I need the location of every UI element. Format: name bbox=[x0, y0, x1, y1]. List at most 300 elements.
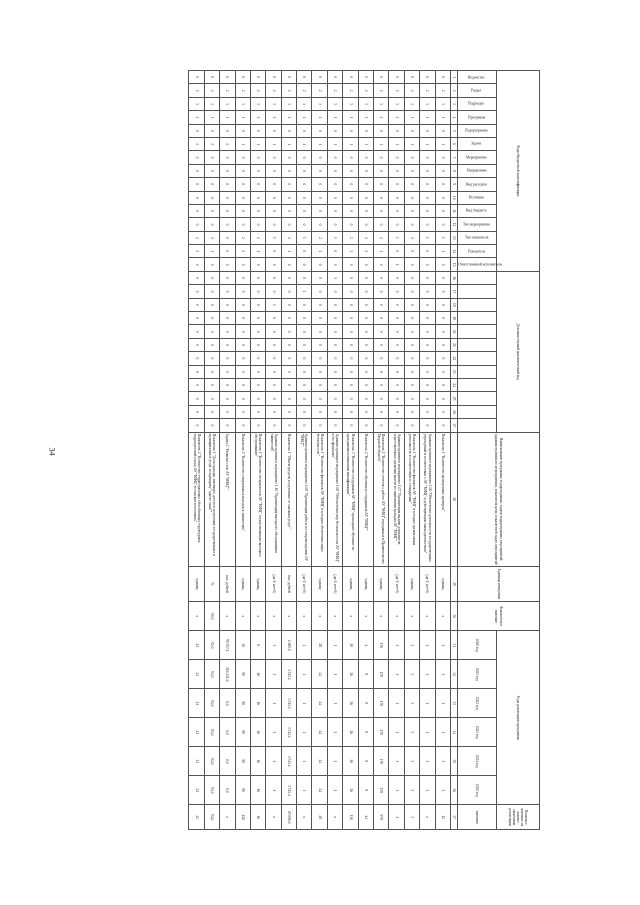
code-cell: 0 bbox=[220, 204, 235, 217]
code-cell: 0 bbox=[404, 338, 419, 351]
code-cell: 0 bbox=[389, 325, 404, 338]
code-cell: 1 bbox=[327, 271, 342, 284]
header-years-group: Годы реализации программы bbox=[497, 631, 540, 805]
header-code-col bbox=[458, 285, 497, 298]
row-year-value: 94,0 bbox=[204, 776, 219, 805]
row-year-value: 26 bbox=[343, 776, 358, 805]
code-cell: 0 bbox=[204, 285, 219, 298]
row-year-value: 8 bbox=[358, 747, 373, 776]
code-cell: 2 bbox=[189, 245, 204, 258]
row-actual: 90,0 bbox=[204, 602, 219, 631]
row-year-value: 94,0 bbox=[204, 689, 219, 718]
code-cell: 0 bbox=[358, 325, 373, 338]
column-number: 21 bbox=[451, 338, 458, 351]
column-number: 20 bbox=[451, 325, 458, 338]
row-year-value: 1 bbox=[327, 776, 342, 805]
code-cell: 0 bbox=[235, 151, 250, 164]
code-cell: 0 bbox=[281, 124, 296, 137]
code-cell: 0 bbox=[404, 365, 419, 378]
code-cell: 0 bbox=[297, 298, 312, 311]
code-cell: 0 bbox=[266, 191, 281, 204]
code-cell: 3 bbox=[358, 97, 373, 110]
code-cell: 3 bbox=[420, 97, 435, 110]
row-year-value: 1 bbox=[327, 631, 342, 660]
header-code-col: Ведомство bbox=[458, 71, 497, 84]
code-cell: 1 bbox=[374, 245, 389, 258]
row-year-value: 80 bbox=[235, 718, 250, 747]
table-row bbox=[312, 71, 327, 830]
code-cell: 0 bbox=[327, 419, 342, 432]
code-cell: 0 bbox=[358, 405, 373, 418]
row-year-value: 99 357,1 bbox=[220, 631, 235, 660]
code-cell: 0 bbox=[358, 191, 373, 204]
code-cell: 0 bbox=[235, 71, 250, 84]
code-cell: 2 bbox=[204, 137, 219, 150]
code-cell: 0 bbox=[281, 164, 296, 177]
code-cell: 0 bbox=[343, 312, 358, 325]
row-year-value: 1 bbox=[435, 631, 450, 660]
code-cell: 3 bbox=[204, 97, 219, 110]
code-cell: 2 bbox=[404, 231, 419, 244]
row-final: 1 bbox=[389, 805, 404, 830]
code-cell: 1 bbox=[420, 111, 435, 124]
code-cell: 0 bbox=[389, 365, 404, 378]
code-cell: 0 bbox=[297, 365, 312, 378]
table-header bbox=[451, 71, 540, 830]
code-cell: 0 bbox=[389, 124, 404, 137]
code-cell: 1 bbox=[204, 111, 219, 124]
row-actual: х bbox=[374, 602, 389, 631]
column-number: 28 bbox=[451, 432, 458, 566]
code-cell: 1 bbox=[266, 137, 281, 150]
code-cell: 0 bbox=[404, 258, 419, 271]
code-cell: 0 bbox=[404, 178, 419, 191]
row-year-value: 1 bbox=[435, 660, 450, 689]
code-cell: 0 bbox=[374, 271, 389, 284]
code-cell: 0 bbox=[327, 218, 342, 231]
row-final: 48 bbox=[312, 805, 327, 830]
code-cell: 0 bbox=[204, 298, 219, 311]
code-cell: 0 bbox=[266, 392, 281, 405]
code-cell: 0 bbox=[374, 379, 389, 392]
header-code-col: Ответственный исполнитель bbox=[458, 258, 497, 271]
code-cell: 0 bbox=[235, 325, 250, 338]
code-cell: 0 bbox=[220, 191, 235, 204]
code-cell: 0 bbox=[266, 419, 281, 432]
code-cell: 1 bbox=[389, 258, 404, 271]
code-cell: 0 bbox=[374, 365, 389, 378]
code-cell: 1 bbox=[281, 111, 296, 124]
code-cell: 0 bbox=[250, 419, 265, 432]
row-year-value: 94,0 bbox=[204, 660, 219, 689]
code-cell: 0 bbox=[250, 392, 265, 405]
row-year-value: 1 bbox=[327, 689, 342, 718]
row-name: Показатель 2 "Количество обученных сотрудников АУ "МФЦ"" bbox=[358, 432, 373, 566]
code-cell: 0 bbox=[297, 204, 312, 217]
code-cell: 0 bbox=[343, 405, 358, 418]
code-cell: 0 bbox=[312, 258, 327, 271]
code-cell: 0 bbox=[343, 352, 358, 365]
code-cell: 0 bbox=[250, 285, 265, 298]
row-final: 3 bbox=[404, 805, 419, 830]
code-cell: 0 bbox=[327, 258, 342, 271]
code-cell: 0 bbox=[312, 218, 327, 231]
code-cell: 1 bbox=[420, 137, 435, 150]
row-unit: тыс. рублей bbox=[281, 566, 296, 602]
code-cell: 0 bbox=[297, 312, 312, 325]
row-year-value: 1 bbox=[435, 776, 450, 805]
row-year-value: 178 bbox=[374, 660, 389, 689]
code-cell: 0 bbox=[312, 392, 327, 405]
code-cell: 0 bbox=[204, 204, 219, 217]
header-code-col bbox=[458, 298, 497, 311]
code-cell: 0 bbox=[281, 271, 296, 284]
table-row bbox=[297, 71, 312, 830]
code-cell: 0 bbox=[374, 392, 389, 405]
code-cell: 0 bbox=[266, 285, 281, 298]
row-year-value: 44 bbox=[312, 747, 327, 776]
column-number: 35 bbox=[451, 747, 458, 776]
code-cell: 2 bbox=[189, 84, 204, 97]
code-cell: 2 bbox=[250, 231, 265, 244]
code-cell: 0 bbox=[343, 271, 358, 284]
code-cell: 0 bbox=[420, 298, 435, 311]
row-year-value: 44 bbox=[312, 660, 327, 689]
table-row bbox=[374, 71, 389, 830]
code-cell: 0 bbox=[204, 365, 219, 378]
column-number: 36 bbox=[451, 776, 458, 805]
code-cell: 3 bbox=[374, 97, 389, 110]
row-year-value: 1 bbox=[266, 718, 281, 747]
code-cell: 0 bbox=[220, 178, 235, 191]
header-unit: Единица измерения bbox=[458, 566, 540, 602]
row-year-value: 26 bbox=[343, 660, 358, 689]
code-cell: 0 bbox=[374, 124, 389, 137]
code-cell: 0 bbox=[235, 392, 250, 405]
code-cell: 0 bbox=[312, 365, 327, 378]
code-cell: 0 bbox=[420, 312, 435, 325]
code-cell: 0 bbox=[343, 365, 358, 378]
column-number: 19 bbox=[451, 312, 458, 325]
code-cell: 0 bbox=[297, 258, 312, 271]
row-year-value: 3 bbox=[404, 660, 419, 689]
row-year-value: 94,0 bbox=[204, 718, 219, 747]
code-cell: 0 bbox=[220, 338, 235, 351]
code-cell: 1 bbox=[297, 231, 312, 244]
code-cell: 3 bbox=[220, 97, 235, 110]
code-cell: 0 bbox=[266, 338, 281, 351]
table-row bbox=[204, 71, 219, 830]
code-cell: 0 bbox=[343, 298, 358, 311]
code-cell: 0 bbox=[204, 271, 219, 284]
row-unit: (да-1/ нет-0) bbox=[420, 566, 435, 602]
code-cell: 0 bbox=[389, 178, 404, 191]
code-cell: 0 bbox=[281, 312, 296, 325]
row-year-value: 3 bbox=[404, 747, 419, 776]
code-cell: 0 bbox=[389, 271, 404, 284]
code-cell: 2 bbox=[220, 84, 235, 97]
column-number: 22 bbox=[451, 352, 458, 365]
column-number: 14 bbox=[451, 245, 458, 258]
code-cell: 2 bbox=[327, 84, 342, 97]
row-year-value: 1 bbox=[420, 718, 435, 747]
header-code-col: Подпрограмма bbox=[458, 124, 497, 137]
code-cell: 0 bbox=[389, 379, 404, 392]
code-cell: 0 bbox=[404, 405, 419, 418]
code-cell: 0 bbox=[220, 285, 235, 298]
code-cell: 0 bbox=[281, 379, 296, 392]
code-cell: 0 bbox=[404, 151, 419, 164]
code-cell: 0 bbox=[374, 352, 389, 365]
code-cell: 0 bbox=[250, 352, 265, 365]
row-year-value: 1 bbox=[389, 660, 404, 689]
header-code-col: Подраздел bbox=[458, 97, 497, 110]
row-year-value: 1 bbox=[266, 747, 281, 776]
code-cell: 0 bbox=[327, 204, 342, 217]
code-cell: 0 bbox=[204, 191, 219, 204]
row-unit: единиц bbox=[404, 566, 419, 602]
code-cell: 0 bbox=[220, 164, 235, 177]
header-extra-group: Дополнительный аналитический код bbox=[497, 271, 540, 432]
code-cell: 0 bbox=[404, 325, 419, 338]
row-name: Показатель 1 "Объем средств, полученных от оказания услуг" bbox=[281, 432, 296, 566]
code-cell: 2 bbox=[358, 84, 373, 97]
code-cell: 0 bbox=[420, 71, 435, 84]
code-cell: 0 bbox=[404, 71, 419, 84]
code-cell: 0 bbox=[250, 178, 265, 191]
column-number: 27 bbox=[451, 419, 458, 432]
row-year-value: 0,0 bbox=[220, 718, 235, 747]
code-cell: 0 bbox=[204, 405, 219, 418]
row-year-value: 0,0 bbox=[220, 689, 235, 718]
code-cell: 0 bbox=[404, 352, 419, 365]
code-cell: 0 bbox=[327, 245, 342, 258]
row-name: Административное мероприятие 1.09 "Организация работы по сопровождению АУ "МФЦ"" bbox=[297, 432, 312, 566]
code-cell: 1 bbox=[435, 245, 450, 258]
code-cell: 0 bbox=[389, 419, 404, 432]
row-year-value: 80 bbox=[235, 689, 250, 718]
code-cell: 0 bbox=[297, 325, 312, 338]
code-cell: 0 bbox=[281, 298, 296, 311]
code-cell: 0 bbox=[189, 365, 204, 378]
code-cell: 0 bbox=[389, 405, 404, 418]
row-final: х bbox=[420, 805, 435, 830]
code-cell: 0 bbox=[374, 298, 389, 311]
code-cell: 0 bbox=[220, 298, 235, 311]
code-cell: 0 bbox=[435, 151, 450, 164]
column-number: 4 bbox=[451, 111, 458, 124]
header-final: Плановое значение на момент окончания реализации bbox=[497, 805, 540, 830]
code-cell: 0 bbox=[312, 352, 327, 365]
row-year-value: 1 bbox=[420, 747, 435, 776]
code-cell: 0 bbox=[327, 191, 342, 204]
row-year-value: 80 bbox=[235, 660, 250, 689]
code-cell: 0 bbox=[220, 405, 235, 418]
row-year-value: 1 bbox=[297, 747, 312, 776]
header-code-col: Вид бюджета bbox=[458, 204, 497, 217]
code-cell: 0 bbox=[250, 164, 265, 177]
code-cell: 0 bbox=[235, 178, 250, 191]
row-unit: единиц bbox=[343, 566, 358, 602]
row-actual: х bbox=[297, 602, 312, 631]
code-cell: 0 bbox=[420, 204, 435, 217]
row-final: 41 bbox=[189, 805, 204, 830]
code-cell: 0 bbox=[404, 419, 419, 432]
code-cell: 0 bbox=[204, 218, 219, 231]
header-name: Наименование программы, подпрограммы, задачи подпрограммы, мероприятий (административного мероприятия), показателя цели, показателей задач, мероприятий bbox=[458, 432, 540, 566]
code-cell: 0 bbox=[343, 151, 358, 164]
row-name: Показатель 1 "Количество специалистов АУ "МФЦ" осуществляющих выездное обслуживание" bbox=[250, 432, 265, 566]
header-year: 2025 год bbox=[458, 776, 497, 805]
header-year: 2021 год bbox=[458, 660, 497, 689]
row-year-value: 44 bbox=[312, 718, 327, 747]
code-cell: 2 bbox=[389, 84, 404, 97]
code-cell: 0 bbox=[250, 204, 265, 217]
row-year-value: 41 bbox=[189, 689, 204, 718]
code-cell: 0 bbox=[435, 312, 450, 325]
code-cell: 0 bbox=[420, 245, 435, 258]
row-year-value: 178 bbox=[374, 776, 389, 805]
code-cell: 0 bbox=[374, 164, 389, 177]
code-cell: 0 bbox=[374, 204, 389, 217]
row-actual: х bbox=[358, 602, 373, 631]
row-year-value: 41 bbox=[189, 631, 204, 660]
row-year-value: 94,0 bbox=[204, 747, 219, 776]
row-year-value: 3 511,4 bbox=[281, 776, 296, 805]
code-cell: 0 bbox=[327, 338, 342, 351]
code-cell: 0 bbox=[281, 392, 296, 405]
code-cell: 0 bbox=[389, 285, 404, 298]
code-cell: 0 bbox=[266, 365, 281, 378]
code-cell: 1 bbox=[312, 111, 327, 124]
code-cell: 0 bbox=[327, 392, 342, 405]
code-cell: 1 bbox=[404, 111, 419, 124]
row-unit: единиц bbox=[358, 566, 373, 602]
header-code-col bbox=[458, 352, 497, 365]
row-year-value: 3 bbox=[404, 631, 419, 660]
code-cell: 0 bbox=[374, 312, 389, 325]
code-cell: 0 bbox=[281, 285, 296, 298]
code-cell: 0 bbox=[343, 164, 358, 177]
row-actual: х bbox=[435, 602, 450, 631]
code-cell: 0 bbox=[220, 124, 235, 137]
header-code-col bbox=[458, 271, 497, 284]
row-year-value: 176 bbox=[374, 631, 389, 660]
code-cell: 1 bbox=[250, 137, 265, 150]
code-cell: 1 bbox=[297, 137, 312, 150]
header-codes-group: Коды бюджетной классификации bbox=[497, 71, 540, 272]
code-cell: 0 bbox=[281, 191, 296, 204]
code-cell: 1 bbox=[327, 111, 342, 124]
row-year-value: 3 511,4 bbox=[281, 689, 296, 718]
code-cell: 0 bbox=[327, 178, 342, 191]
code-cell: 0 bbox=[312, 124, 327, 137]
row-actual: х bbox=[235, 602, 250, 631]
code-cell: 0 bbox=[420, 271, 435, 284]
row-year-value: 0,0 bbox=[220, 747, 235, 776]
row-year-value: 10 bbox=[343, 631, 358, 660]
program-indicators-table bbox=[188, 70, 540, 830]
row-unit: % bbox=[204, 566, 219, 602]
row-unit: (да-1/ нет-0) bbox=[266, 566, 281, 602]
code-cell: 0 bbox=[204, 71, 219, 84]
column-number: 3 bbox=[451, 97, 458, 110]
code-cell: 0 bbox=[266, 379, 281, 392]
code-cell: 0 bbox=[204, 379, 219, 392]
row-year-value: 8 bbox=[358, 689, 373, 718]
code-cell: 0 bbox=[358, 285, 373, 298]
table-row bbox=[281, 71, 296, 830]
code-cell: 1 bbox=[266, 111, 281, 124]
code-cell: 0 bbox=[343, 379, 358, 392]
code-cell: 0 bbox=[358, 258, 373, 271]
column-number: 26 bbox=[451, 405, 458, 418]
code-cell: 0 bbox=[420, 379, 435, 392]
code-cell: 2 bbox=[189, 231, 204, 244]
code-cell: 0 bbox=[374, 325, 389, 338]
code-cell: 0 bbox=[220, 151, 235, 164]
code-cell: 0 bbox=[281, 338, 296, 351]
row-unit: единиц bbox=[189, 566, 204, 602]
row-final: 44 bbox=[358, 805, 373, 830]
code-cell: 0 bbox=[435, 365, 450, 378]
code-cell: 3 bbox=[312, 97, 327, 110]
code-cell: 0 bbox=[250, 258, 265, 271]
code-cell: 0 bbox=[358, 271, 373, 284]
table-row bbox=[343, 71, 358, 830]
code-cell: 0 bbox=[250, 71, 265, 84]
row-final: 978 bbox=[374, 805, 389, 830]
code-cell: 0 bbox=[374, 218, 389, 231]
code-cell: 0 bbox=[220, 231, 235, 244]
code-cell: 2 bbox=[266, 84, 281, 97]
row-unit: единиц bbox=[435, 566, 450, 602]
table-row bbox=[250, 71, 265, 830]
code-cell: 2 bbox=[420, 84, 435, 97]
code-cell: 0 bbox=[235, 204, 250, 217]
row-unit: единиц bbox=[235, 566, 250, 602]
row-name: Показатель 1 "Количество филиалов АУ "МФЦ" в которых организована деятельность в соответствии со стандартами" bbox=[404, 432, 419, 566]
code-cell: 0 bbox=[435, 338, 450, 351]
code-cell: 0 bbox=[389, 151, 404, 164]
code-cell: 2 bbox=[312, 84, 327, 97]
code-cell: 0 bbox=[266, 204, 281, 217]
code-cell: 1 bbox=[435, 231, 450, 244]
code-cell: 0 bbox=[312, 204, 327, 217]
code-cell: 0 bbox=[220, 245, 235, 258]
header-code-col: Источник bbox=[458, 191, 497, 204]
code-cell: 0 bbox=[404, 379, 419, 392]
row-final: 12 bbox=[435, 805, 450, 830]
row-name: Показатель 1 "Доля граждан, имеющих доступ к получению государственных и муниципальных услуг по принципу "одного окна"" bbox=[204, 432, 219, 566]
code-cell: 0 bbox=[420, 151, 435, 164]
code-cell: 1 bbox=[374, 137, 389, 150]
table-row bbox=[404, 71, 419, 830]
row-year-value: 178 bbox=[374, 718, 389, 747]
code-cell: 0 bbox=[374, 178, 389, 191]
program-indicators-table-sheet bbox=[110, 70, 540, 830]
row-name: Административное мероприятие 1.06 "Обеспечение деятельности государственных учреждений в соответствии с АУ "МФЦ" и действующим законодательством" bbox=[420, 432, 435, 566]
code-cell: 0 bbox=[343, 124, 358, 137]
header-code-col: Вид расходов bbox=[458, 178, 497, 191]
code-cell: 0 bbox=[358, 365, 373, 378]
table-row bbox=[220, 71, 235, 830]
header-code-col bbox=[458, 419, 497, 432]
code-cell: 0 bbox=[220, 271, 235, 284]
code-cell: 0 bbox=[358, 71, 373, 84]
column-number: 24 bbox=[451, 379, 458, 392]
column-number: 8 bbox=[451, 164, 458, 177]
